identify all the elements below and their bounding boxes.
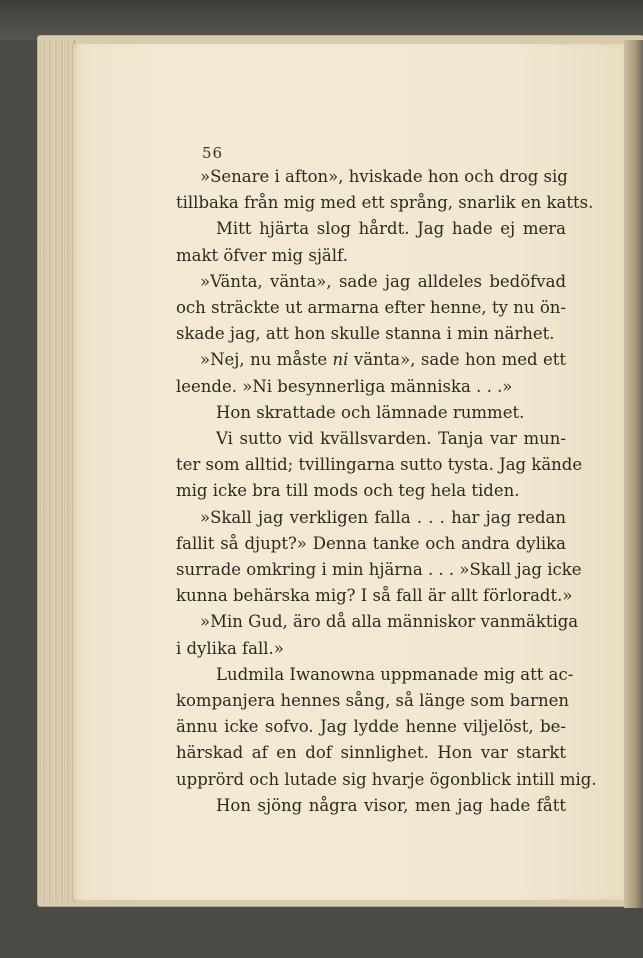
paragraph [176,793,566,819]
text-line: ännu icke sofvo. Jag lydde henne viljelöst, be- [176,717,566,737]
text-line: och sträckte ut armarna efter henne, ty nu ön- [176,298,566,318]
paragraph [176,269,566,348]
paragraph [176,505,582,610]
text-line: kompanjera hennes sång, så länge som barnen [176,691,570,711]
text-line: »Senare i afton», hviskade hon och drog sig [200,167,568,186]
text-line: surrade omkring i min hjärna . . . »Skall jag icke [176,560,582,580]
text-line: skade jag, att hon skulle stanna i min närhet. [176,324,555,344]
text-line: i dylika fall.» [176,638,284,658]
text-line: Hon sjöng några visor, men jag hade fått [216,795,566,815]
paragraph [176,216,566,268]
paragraph [176,164,594,216]
text-line: fallit så djupt?» Denna tanke och andra dylika [176,533,566,553]
paragraph [176,347,566,399]
text-line: Vi sutto vid kvällsvarden. Tanja var mun- [216,429,566,449]
text-line: ter som alltid; tvillingarna sutto tysta. Jag kände [176,455,583,475]
paragraph [176,400,566,426]
backdrop [0,0,643,40]
text-line: kunna behärska mig? I så fall är allt förloradt.» [176,586,573,606]
text-line: »Nej, nu måste ni vänta», sade hon med ett [200,350,566,370]
text-line: härskad af en dof sinnlighet. Hon var starkt [176,743,566,763]
page-number: 56 [202,144,224,162]
text-line: Mitt hjärta slog hårdt. Jag hade ej mera [216,219,566,239]
page-edges [40,40,75,902]
book-spine-edge [624,40,643,908]
text-line: mig icke bra till mods och teg hela tiden. [176,481,520,501]
text-line: »Vänta, vänta», sade jag alldeles bedöfvad [200,271,566,291]
emphasis: ni [332,350,349,370]
text-line: Hon skrattade och lämnade rummet. [216,402,525,422]
text-line: Ludmila Iwanowna uppmanade mig att ac- [216,664,574,684]
text-line: »Min Gud, äro då alla människor vanmäktiga [200,612,579,632]
text-line: makt öfver mig själf. [176,245,348,265]
text-line: tillbaka från mig med ett språng, snarlik en katts. [176,193,594,213]
text-line: leende. »Ni besynnerliga människa . . .» [176,376,513,396]
paragraph [176,609,579,661]
paragraph [176,426,583,505]
text-line: upprörd och lutade sig hvarje ögonblick intill mig. [176,769,597,789]
paragraph [176,662,597,793]
page-text [176,164,597,819]
text-line: »Skall jag verkligen falla . . . har jag redan [200,507,566,527]
